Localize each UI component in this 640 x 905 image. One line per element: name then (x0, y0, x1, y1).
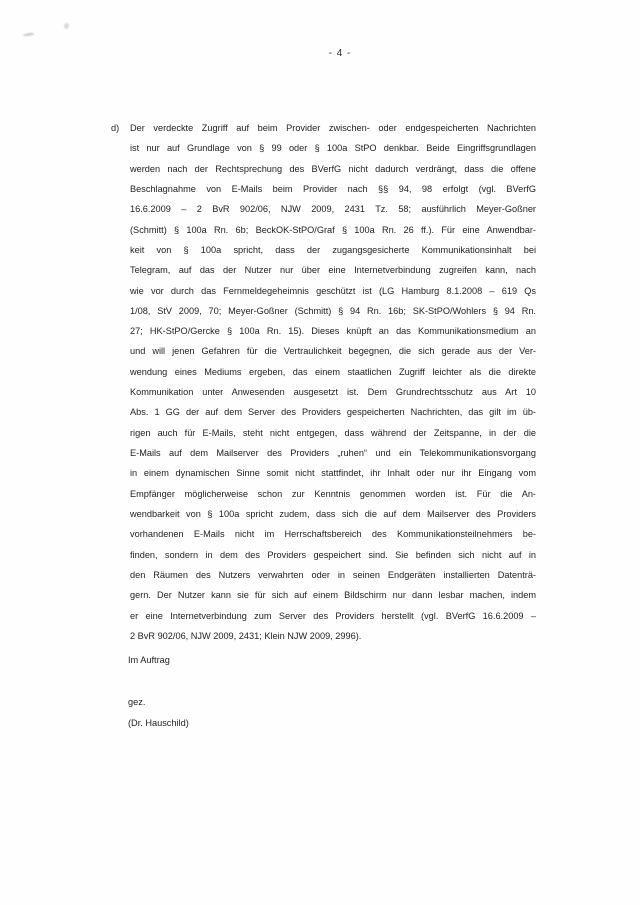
paragraph-d (111, 118, 536, 646)
scan-artifact-mark (63, 22, 70, 29)
text-line: Abs. 1 GG der auf dem Server des Providers gespeicherten Nachrichten, das gilt im üb- (130, 407, 536, 418)
scan-artifact-mark (23, 32, 34, 37)
text-line: Telegram, auf das der Nutzer nur über eine Internetverbindung zugreifen kann, nach (130, 265, 536, 276)
text-line: (Schmitt) § 100a Rn. 6b; BeckOK-StPO/Graf § 100a Rn. 26 ff.). Für eine Anwendbar- (130, 224, 536, 235)
text-line: Beschlagnahme von E-Mails beim Provider nach §§ 94, 98 erfolgt (vgl. BVerfG (130, 183, 536, 194)
page-number: - 4 - (328, 48, 352, 59)
text-line: finden, sondern in dem des Providers gespeichert sind. Sie befinden sich nicht auf in (130, 549, 536, 560)
text-line: vorhandenen E-Mails nicht im Herrschaftsbereich des Kommunikationsteilnehmers be- (130, 529, 536, 540)
text-line: wendung eines Mediums ergeben, das einem staatlichen Zugriff leichter als die direkte (130, 366, 536, 377)
text-line: wie vor durch das Fernmeldegeheimnis geschützt ist (LG Hamburg 8.1.2008 – 619 Qs (130, 285, 536, 296)
text-line: und will jenen Gefahren für die Vertraulichkeit begegnen, die sich gerade aus der Ver- (130, 346, 536, 357)
text-line: rigen auch für E-Mails, steht nicht entgegen, dass während der Zeitspanne, in der die (130, 427, 536, 438)
text-line: 1/08, StV 2009, 70; Meyer-Goßner (Schmitt) § 94 Rn. 16b; SK-StPO/Wohlers § 94 Rn. (130, 305, 536, 316)
text-line: Kommunikation unter Anwesenden ausgesetzt ist. Dem Grundrechtsschutz aus Art 10 (130, 387, 536, 398)
text-line: gern. Der Nutzer kann sie für sich auf einem Bildschirm nur dann lesbar machen, indem (130, 590, 536, 601)
list-item-marker: d) (111, 123, 120, 133)
text-line: er eine Internetverbindung zum Server des Providers herstellt (vgl. BVerfG 16.6.2009 – (130, 610, 536, 621)
text-line: Empfänger möglicherweise schon zur Kenntnis genommen worden ist. Für die An- (130, 488, 536, 499)
text-line: den Räumen des Nutzers verwahrten oder in seinen Endgeräten installierten Datenträ- (130, 569, 536, 580)
text-line: ist nur auf Grundlage von § 99 oder § 100a StPO denkbar. Beide Eingriffsgrundlagen (130, 143, 536, 154)
text-line: werden nach der Rechtsprechung des BVerfG nicht dadurch verdrängt, dass die offene (130, 163, 536, 174)
closing-gez: gez. (128, 697, 146, 708)
text-line: 16.6.2009 – 2 BvR 902/06, NJW 2009, 2431 Tz. 58; ausführlich Meyer-Goßner (130, 204, 536, 215)
text-line: wendbarkeit von § 100a spricht zudem, dass sich die auf dem Mailserver des Providers (130, 508, 536, 519)
text-line: in einem dynamischen Sinne somit nicht stattfindet, ihr Inhalt oder nur ihr Eingang vom (130, 468, 536, 479)
text-line: 2 BvR 902/06, NJW 2009, 2431; Klein NJW 2009, 2996). (130, 630, 362, 641)
closing-signer: (Dr. Hauschild) (128, 717, 189, 728)
text-line: Der verdeckte Zugriff auf beim Provider zwischen- oder endgespeicherten Nachrichten (130, 123, 536, 133)
text-line: keit von § 100a spricht, dass der zugangsgesicherte Kommunikationsinhalt bei (130, 244, 536, 255)
closing-im-auftrag: Im Auftrag (128, 655, 170, 665)
paragraph-body (130, 118, 536, 646)
text-line: E-Mails auf dem Mailserver des Providers „ruhen“ und ein Telekommunikationsvorgang (130, 448, 536, 458)
closing-block (128, 650, 189, 733)
text-line: 27; HK-StPO/Gercke § 100a Rn. 15). Dieses knüpft an das Kommunikationsmedium an (130, 326, 536, 337)
